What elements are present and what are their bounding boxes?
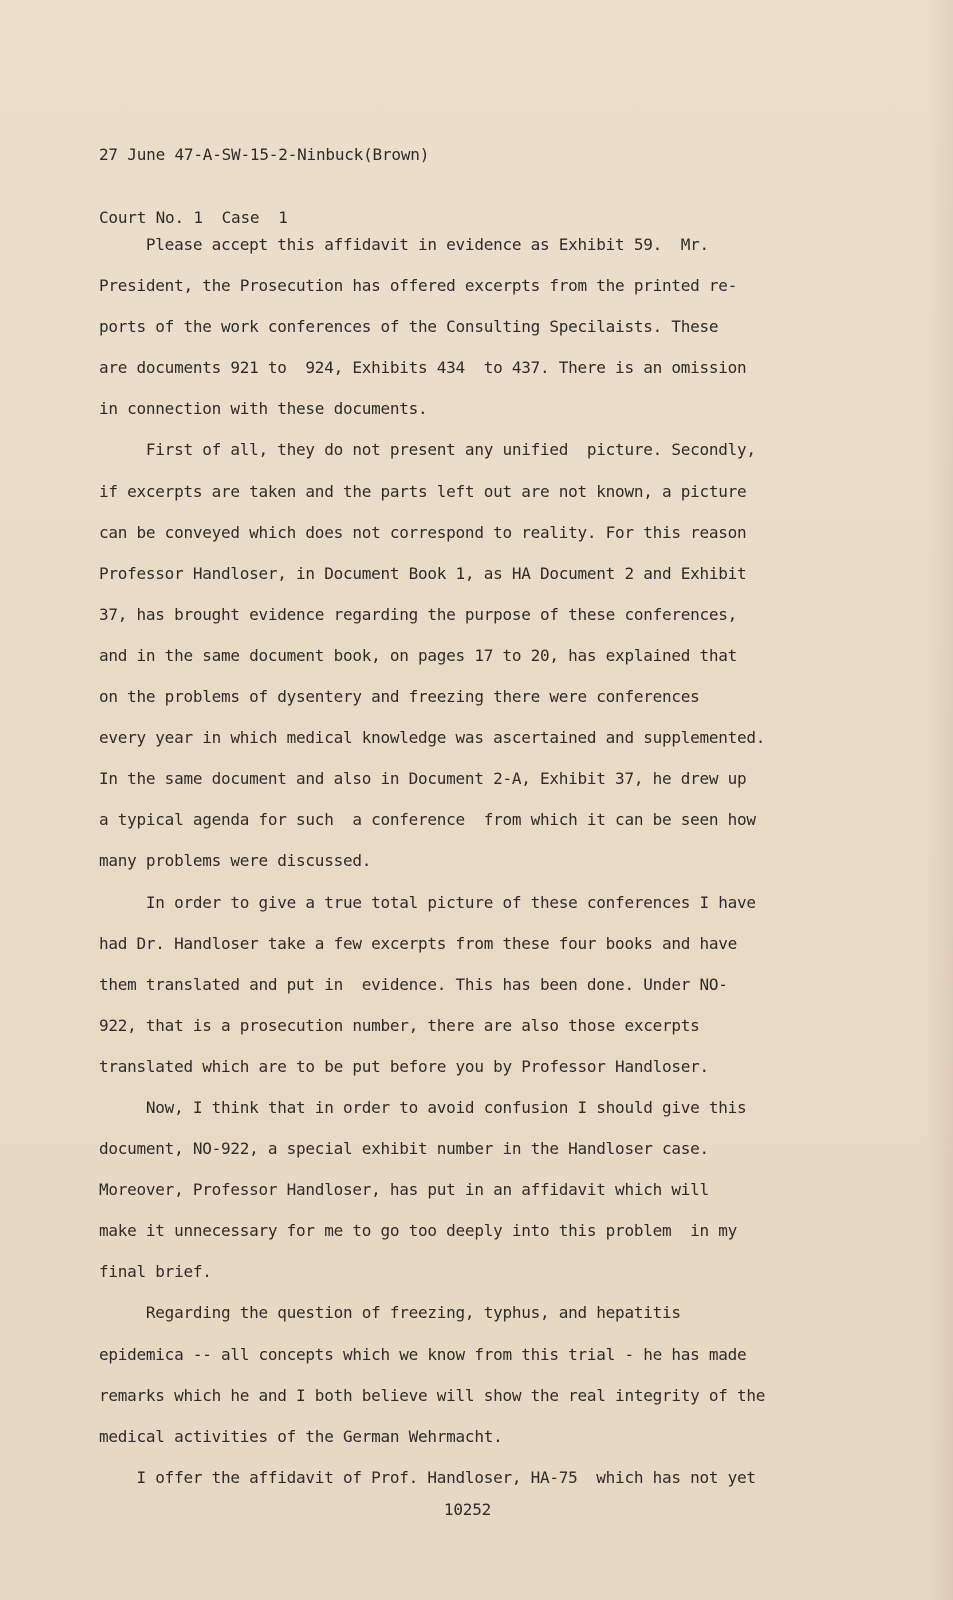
text-line: had Dr. Handloser take a few excerpts from these four books and have [99,933,738,953]
paragraph [99,882,829,1087]
text-line: medical activities of the German Wehrmacht. [99,1426,503,1446]
text-line: Regarding the question of freezing, typhus, and hepatitis [99,1303,681,1323]
text-line: are documents 921 to 924, Exhibits 434 to 437. There is an omission [99,358,747,378]
text-line: them translated and put in evidence. This has been done. Under NO- [99,974,728,994]
text-line: I offer the affidavit of Prof. Handloser, HA-75 which has not yet [99,1467,756,1487]
paragraph [99,1292,829,1456]
page-edge-shadow [927,0,953,1600]
text-line: make it unnecessary for me to go too deeply into this problem in my [99,1221,738,1241]
text-line: In the same document and also in Document 2-A, Exhibit 37, he drew up [99,769,747,789]
text-line: President, the Prosecution has offered excerpts from the printed re- [99,276,738,296]
text-line: epidemica -- all concepts which we know from this trial - he has made [99,1344,747,1364]
text-line: 922, that is a prosecution number, there are also those excerpts [99,1015,700,1035]
text-line: Moreover, Professor Handloser, has put in an affidavit which will [99,1180,709,1200]
text-line: remarks which he and I both believe will show the real integrity of the [99,1385,766,1405]
text-line: document, NO-922, a special exhibit number in the Handloser case. [99,1139,709,1159]
text-line: can be conveyed which does not correspond to reality. For this reason [99,522,747,542]
text-line: final brief. [99,1262,212,1282]
paragraph [99,429,829,881]
text-line: In order to give a true total picture of these conferences I have [99,892,756,912]
text-line: translated which are to be put before you by Professor Handloser. [99,1056,709,1076]
header-court-case: Court No. 1 Case 1 [99,208,288,227]
text-line: in connection with these documents. [99,399,428,419]
page-number: 10252 [443,1500,492,1519]
text-line: every year in which medical knowledge was ascertained and supplemented. [99,728,766,748]
text-line: on the problems of dysentery and freezing there were conferences [99,687,700,707]
header-reference: 27 June 47-A-SW-15-2-Ninbuck(Brown) [99,145,430,164]
paragraph [99,1087,829,1292]
text-line: 37, has brought evidence regarding the purpose of these conferences, [99,604,738,624]
text-line: a typical agenda for such a conference from which it can be seen how [99,810,756,830]
text-line: if excerpts are taken and the parts left out are not known, a picture [99,481,747,501]
text-line: many problems were discussed. [99,851,372,871]
transcript-body [99,224,829,1498]
text-line: Professor Handloser, in Document Book 1, as HA Document 2 and Exhibit [99,563,747,583]
text-line: Now, I think that in order to avoid confusion I should give this [99,1097,747,1117]
text-line: Please accept this affidavit in evidence as Exhibit 59. Mr. [99,235,709,254]
paragraph [99,1457,829,1498]
paragraph [99,224,829,429]
text-line: First of all, they do not present any unified picture. Secondly, [99,440,756,460]
text-line: and in the same document book, on pages 17 to 20, has explained that [99,645,738,665]
text-line: ports of the work conferences of the Consulting Specilaists. These [99,317,719,337]
